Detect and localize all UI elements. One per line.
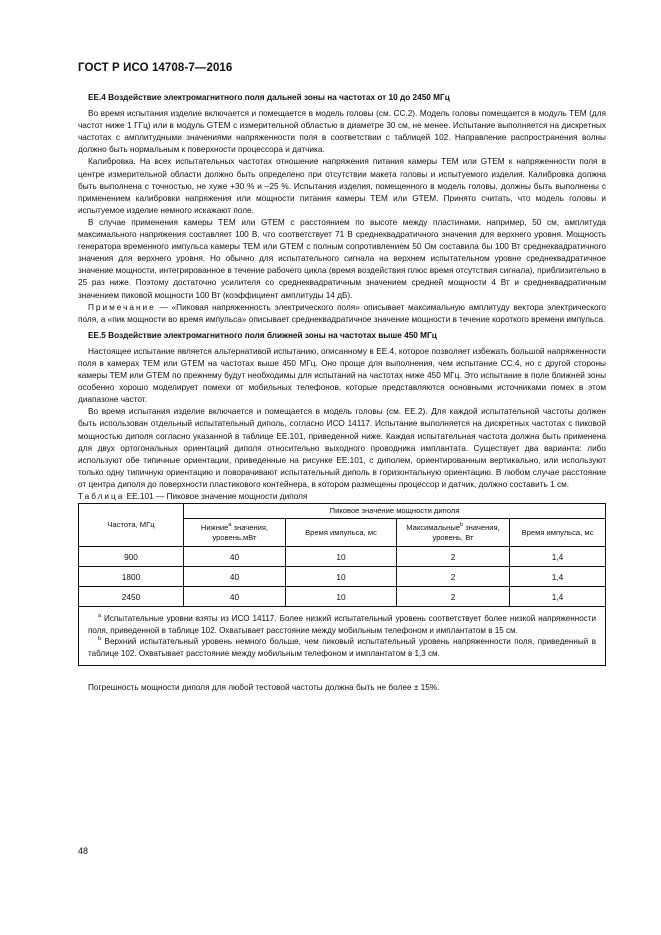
document-header: ГОСТ Р ИСО 14708-7—2016 <box>78 62 233 74</box>
table-caption-text: ЕЕ.101 — Пиковое значение мощности диполя <box>124 492 308 501</box>
col-lower-level: Нижние$^a$ значения, уровень,мВт <box>184 519 286 547</box>
final-paragraph: Погрешность мощности диполя для любой тестовой частоты должна быть не более ± 15%. <box>88 683 440 693</box>
page-content <box>78 92 606 695</box>
col-group-peak-power: Пиковое значение мощности диполя <box>184 504 606 519</box>
table-row: 1800 40 10 2 1,4 <box>79 567 606 587</box>
table-row: 900 40 10 2 1,4 <box>79 547 606 567</box>
col-upper-level: Максимальные$^b$ значения, уровень, Вт <box>397 519 510 547</box>
footnote-b: $^b$ Верхний испытательный уровень немного больше, чем пиковый испытательный уровень напряженности поля, приведенный в таблице 102. Охватывает расстояние между мобильным телефоном и имплантатом в 1,3 см. <box>88 636 596 658</box>
table-caption <box>78 491 606 503</box>
table-footnotes-row <box>79 607 606 666</box>
table-footnotes <box>79 607 606 666</box>
section-ee4-heading: EE.4 Воздействие электромагнитного поля дальней зоны на частотах от 10 до 2450 МГц <box>88 93 450 102</box>
col-frequency: Частота, МГц <box>79 504 184 547</box>
section-ee5-paragraph-2: Во время испытания изделие включается и помещается в модель головы (см. ЕЕ.2). Для каждой испытательной частоты должен быть использован отдельный испытательный диполь, согласно ИСО 14117. Испытание выполняется на дискретных частотах с пиковой мощностью диполя согласно указанной в таблице ЕЕ.101, приведенной ниже. Каждая испытательная частота должна быть применена для двух ортогональных ориентаций диполя относительно выходного проводника имплантата. Существует два варианта: либо используют обе типичные ориентации, приведенные на рисунке ЕЕ.101, с диполем, ориентированным вертикально, или используют только одну типичную ориентацию и поворачивают испытательный диполь в горизонтальную ориентацию. В любом случае расстояние от центра диполя до поверхности пластикового контейнера, в котором размещены процессор и датчик, должно составить 1 см. <box>78 407 606 489</box>
col-pulse-time-1: Время импульса, мс <box>286 519 397 547</box>
col-pulse-time-2: Время импульса, мс <box>510 519 606 547</box>
table-header-row <box>79 504 606 519</box>
note-label: Примечание <box>88 302 156 312</box>
table-row: 2450 40 10 2 1,4 <box>79 587 606 607</box>
section-ee4-note <box>78 302 606 326</box>
section-ee4-paragraph-1: Во время испытания изделие включается и помещается в модель головы (см. СС.2). Модель головы помещается в модуль ТЕМ (для частот ниже 1 ГГц) или в модуль GТЕМ с измерительной областью в диаметре 30 см, не менее. Испытание выполняется на дискретных частотах с амплитудными значениями напряженности поля в соответствии с таблицей 102. Направление распространения волны должно быть нормальным к поверхности процессора и датчика. <box>78 109 606 155</box>
section-ee5-heading: EE.5 Воздействие электромагнитного поля ближней зоны на частотах выше 450 МГц <box>88 330 437 340</box>
footnote-a: $^a$ Испытательные уровни взяты из ИСО 14117. Более низкий испытательный уровень соответствует более низкой напряженности поля, приведенной в таблице 102. Охватывает расстояние между мобильным телефоном и имплантатом в 15 см. <box>88 613 596 635</box>
note-text: — «Пиковая напряженность электрического поля» описывает максимальную амплитуду вектора электрического поля, а «пик мощности во время импульса» описывает среднеквадратичное значение мощности в течение короткого времени импульса. <box>78 302 606 324</box>
dipole-power-table <box>78 503 606 666</box>
table-label: Таблица <box>78 492 125 501</box>
section-ee5-paragraph-1: Настоящее испытание является альтернативой испытанию, описанному в ЕЕ.4, которое позволяет избежать большой напряженности поля в камерах ТЕМ или GТЕМ на частотах выше 450 МГц. Оно проще для выполнения, чем испытание СС.4, но с другой стороны камеры ТЕМ или GТЕМ по прежнему будут необходимы для испытаний на частотах ниже 450 МГц. Это испытание в поле ближней зоны особенно хорошо моделирует помехи от мобильных телефонов, которые представляются основными источниками помех в этом диапазоне частот. <box>78 346 606 405</box>
page-number: 48 <box>78 846 89 856</box>
section-ee4-paragraph-2: Калибровка. На всех испытательных частотах отношение напряжения питания камеры ТЕМ или GТЕМ к напряженности поля в центре измерительной области должно быть определено при отсутствии макета головы и испытуемого изделия. Калибровка должна быть выполнена с точностью, не хуже +30 % и –25 %. Испытания изделия, помещенного в модель головы, должны быть выполнены с применением калибровки напряжения или мощности питания камеры ТЕМ или GТЕМ. Принято считать, что модель головы и испытуемое изделие немного искажают поле. <box>78 157 606 215</box>
section-ee4-paragraph-3: В случае применения камеры ТЕМ или GТЕМ с расстоянием по высоте между пластинами, например, 50 см, амплитуда максимального напряжения составляет 100 В, что соответствует 71 В среднеквадратичного значения для верхнего уровня. Мощность генератора временного импульса камеры ТЕМ или GТЕМ с полным сопротивлением 50 Ом составила бы 100 Вт среднеквадратичного значения для верхнего уровня. Но обычно для испытательного сигнала на верхнем испытательном уровне среднеквадратичное значение мощности, интегрированное в течение рабочего цикла (время воздействия плюс время отсутствия сигнала), приблизительно в 25 раз ниже. Поэтому достаточно усилителя со среднеквадратичным значением средней мощности 4 Вт и среднеквадратичным значением пиковой мощности 100 Вт (коэффициент амплитуды 14 дБ). <box>78 217 606 300</box>
